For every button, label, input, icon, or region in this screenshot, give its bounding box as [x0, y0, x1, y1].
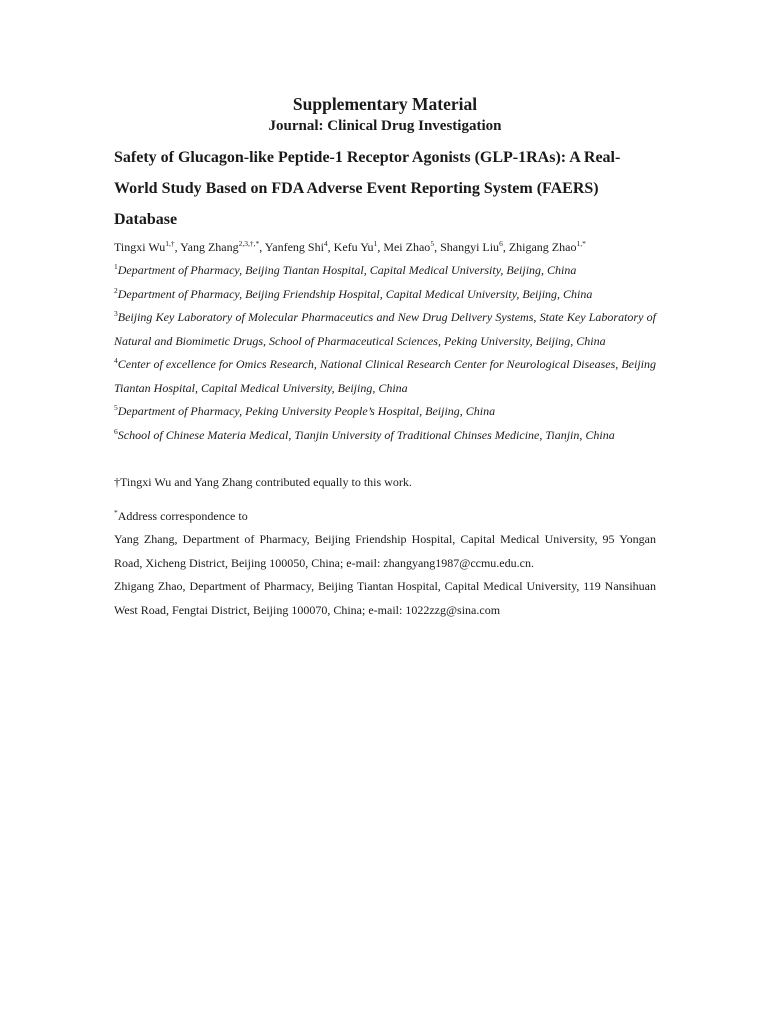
affiliation-5 — [114, 400, 656, 424]
correspondence-heading — [114, 505, 656, 529]
paper-title: Safety of Glucagon-like Peptide-1 Receptor Agonists (GLP-1RAs): A Real-World Study Based on FDA Adverse Event Reporting System (FAERS) Database — [114, 149, 621, 228]
affiliation-number: 4 — [114, 356, 118, 365]
author-name: Yang Zhang — [180, 240, 239, 254]
affiliation-number: 5 — [114, 403, 118, 412]
affiliation-text: Department of Pharmacy, Peking University People’s Hospital, Beijing, China — [117, 404, 496, 418]
document-page — [114, 92, 656, 622]
affiliation-6 — [114, 424, 656, 448]
author-name: Zhigang Zhao — [508, 240, 577, 254]
affiliation-text: Department of Pharmacy, Beijing Tiantan Hospital, Capital Medical University, Beijing, China — [117, 263, 577, 277]
author-affiliation-sup: 4 — [323, 239, 328, 248]
affiliation-number: 6 — [114, 426, 118, 436]
equal-contribution-note: †Tingxi Wu and Yang Zhang contributed equally to this work. — [114, 475, 412, 489]
correspondence-zhigang-zhao: Zhigang Zhao, Department of Pharmacy, Beijing Tiantan Hospital, Capital Medical University, 119 Nansihuan West Road, Fengtai District, Beijing 100070, China; e-mail: 1022zzg@sina.com — [114, 579, 656, 617]
affiliation-number: 1 — [114, 262, 118, 271]
author-name: Shangyi Liu — [440, 240, 500, 254]
affiliation-2 — [114, 283, 656, 307]
author-name: Kefu Yu — [333, 240, 374, 254]
correspondence-yang-zhang: Yang Zhang, Department of Pharmacy, Beijing Friendship Hospital, Capital Medical University, 95 Yongan Road, Xicheng District, Beijing 100050, China; e-mail: zhangyang1987@ccmu.edu.cn. — [114, 532, 656, 570]
author-affiliation-sup: 2,3,†,* — [238, 239, 260, 248]
author-affiliation-sup: 1 — [373, 239, 378, 248]
author-affiliation-sup: 1,* — [576, 239, 586, 248]
affiliation-4 — [114, 353, 656, 400]
affiliation-1 — [114, 259, 656, 283]
affiliation-text: Department of Pharmacy, Beijing Friendship Hospital, Capital Medical University, Beijing, China — [117, 286, 593, 301]
affiliation-text: Beijing Key Laboratory of Molecular Pharmaceutics and New Drug Delivery Systems, State Key Laboratory of Natural and Biomimetic Drugs, School of Pharmaceutical Sciences, Peking University, Beijing, China — [114, 310, 656, 348]
author-affiliation-sup: 1,† — [165, 239, 175, 248]
corresponding-mark: * — [114, 507, 118, 517]
affiliation-number: 3 — [114, 309, 118, 318]
affiliation-number: 2 — [114, 285, 118, 295]
affiliation-text: School of Chinese Materia Medical, Tianjin University of Traditional Chinses Medicine, Tianjin, China — [117, 427, 615, 442]
author-name: Mei Zhao — [383, 240, 431, 254]
author-affiliation-sup: 6 — [499, 239, 503, 248]
correspondence-heading-text: Address correspondence to — [117, 508, 248, 523]
affiliation-text: Center of excellence for Omics Research, National Clinical Research Center for Neurological Diseases, Beijing Tiantan Hospital, Capital Medical University, Beijing, China — [114, 357, 656, 395]
author-name: Yanfeng Shi — [264, 240, 324, 254]
author-name: Tingxi Wu — [114, 240, 166, 254]
journal-heading: Journal: Clinical Drug Investigation — [268, 118, 502, 134]
affiliation-3 — [114, 306, 656, 353]
supplementary-heading: Supplementary Material — [292, 94, 478, 114]
author-list: Tingxi $Wu^{1,\dagger}$, Yang Zhang$^{2,3,\dagger,*}$, Yanfeng Shi$^4$, Kefu Yu$^1$, Mei Zhao$^5$, Shangyi Liu$^6$, Zhigang Zhao$^{1,*}$ — [114, 239, 586, 254]
author-affiliation-sup: 5 — [430, 239, 435, 248]
